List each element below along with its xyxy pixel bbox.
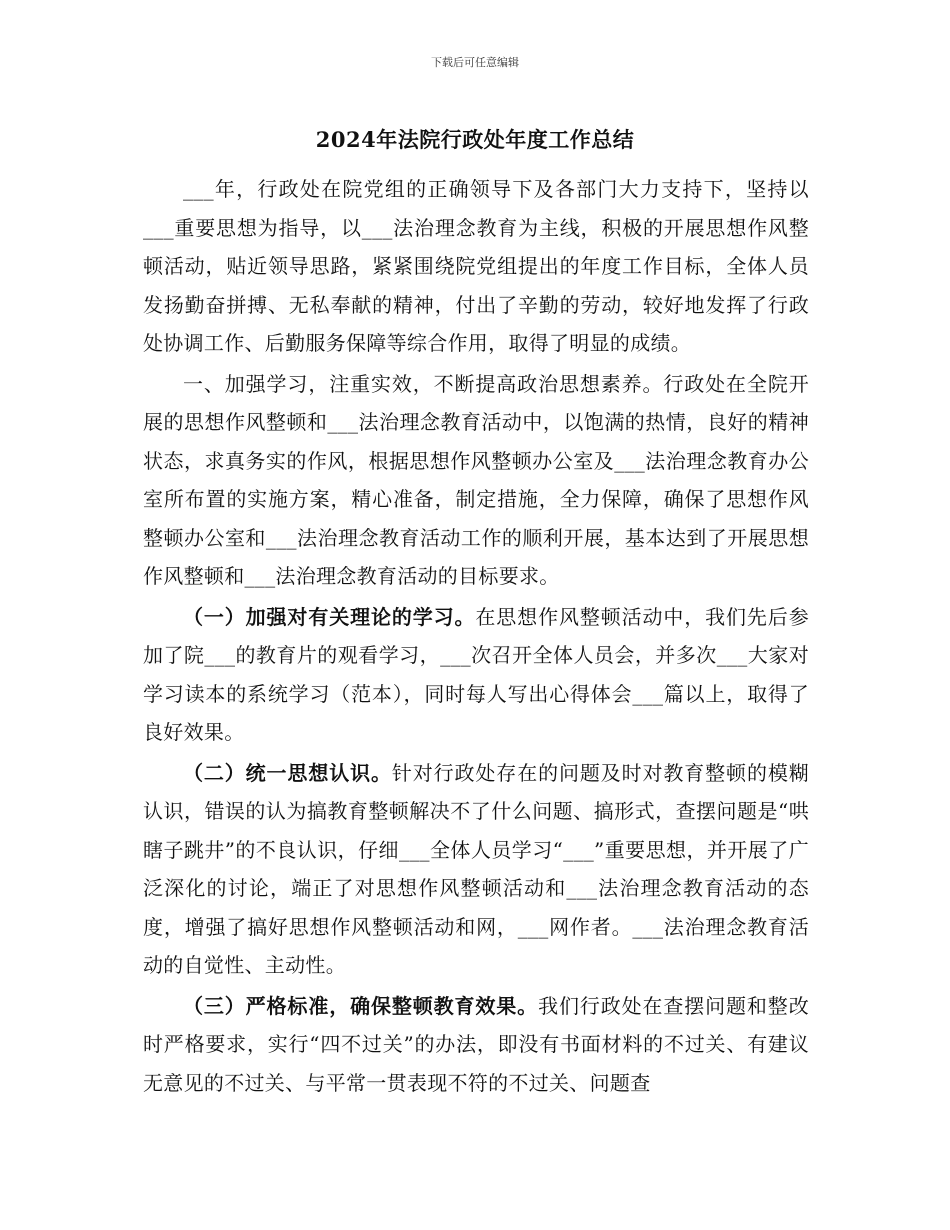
paragraph-text: ___年，行政处在院党组的正确领导下及各部门大力支持下，坚持以___重要思想为指导，以___法治理念教育为主线，积极的开展思想作风整顿活动，贴近领导思路，紧紧围绕院党组提出的年度工作目标，全体人员发扬勤奋拼搏、无私奉献的精神，付出了辛勤的劳动，较好地发挥了行政处协调工作、后勤服务保障等综合作用，取得了明显的成绩。 (143, 177, 809, 355)
paragraph-text: 一、加强学习，注重实效，不断提高政治思想素养。行政处在全院开展的思想作风整顿和___法治理念教育活动中，以饱满的热情，良好的精神状态，求真务实的作风，根据思想作风整顿办公室及___法治理念教育办公室所布置的实施方案，精心准备，制定措施，全力保障，确保了思想作风整顿办公室和___法治理念教育活动工作的顺利开展，基本达到了开展思想作风整顿和___法治理念教育活动的目标要求。 (143, 371, 809, 588)
document-body (143, 170, 809, 1102)
paragraph-text: 我们行政处在查摆问题和整改时严格要求，实行“四不过关”的办法，即没有书面材料的不过关、有建议无意见的不过关、与平常一贯表现不符的不过关、问题查 (143, 993, 809, 1095)
subsection-heading: （二）统一思想认识。 (183, 760, 392, 785)
paragraph-text: 在思想作风整顿活动中，我们先后参加了院___的教育片的观看学习，___次召开全体人员会，并多次___大家对学习读本的系统学习（范本），同时每人写出心得体会___篇以上，取得了良好效果。 (143, 604, 809, 744)
document-title: 2024年法院行政处年度工作总结 (315, 127, 635, 152)
paragraph-section-1 (143, 365, 809, 596)
subsection-heading: （三）严格标准，确保整顿教育效果。 (183, 993, 539, 1018)
subsection-heading: （一）加强对有关理论的学习。 (183, 604, 476, 629)
paragraph-subsection-2 (143, 754, 809, 985)
paragraph-subsection-1 (143, 598, 809, 752)
header-note: 下载后可任意编辑 (431, 56, 519, 69)
paragraph-subsection-3 (143, 987, 809, 1103)
paragraph-text: 针对行政处存在的问题及时对教育整顿的模糊认识，错误的认为搞教育整顿解决不了什么问题、搞形式，查摆问题是“哄瞎子跳井”的不良认识，仔细___全体人员学习“___”重要思想，并开展了广泛深化的讨论，端正了对思想作风整顿活动和___法治理念教育活动的态度，增强了搞好思想作风整顿活动和网，___网作者。___法治理念教育活动的自觉性、主动性。 (143, 760, 810, 977)
paragraph-intro (143, 170, 809, 363)
